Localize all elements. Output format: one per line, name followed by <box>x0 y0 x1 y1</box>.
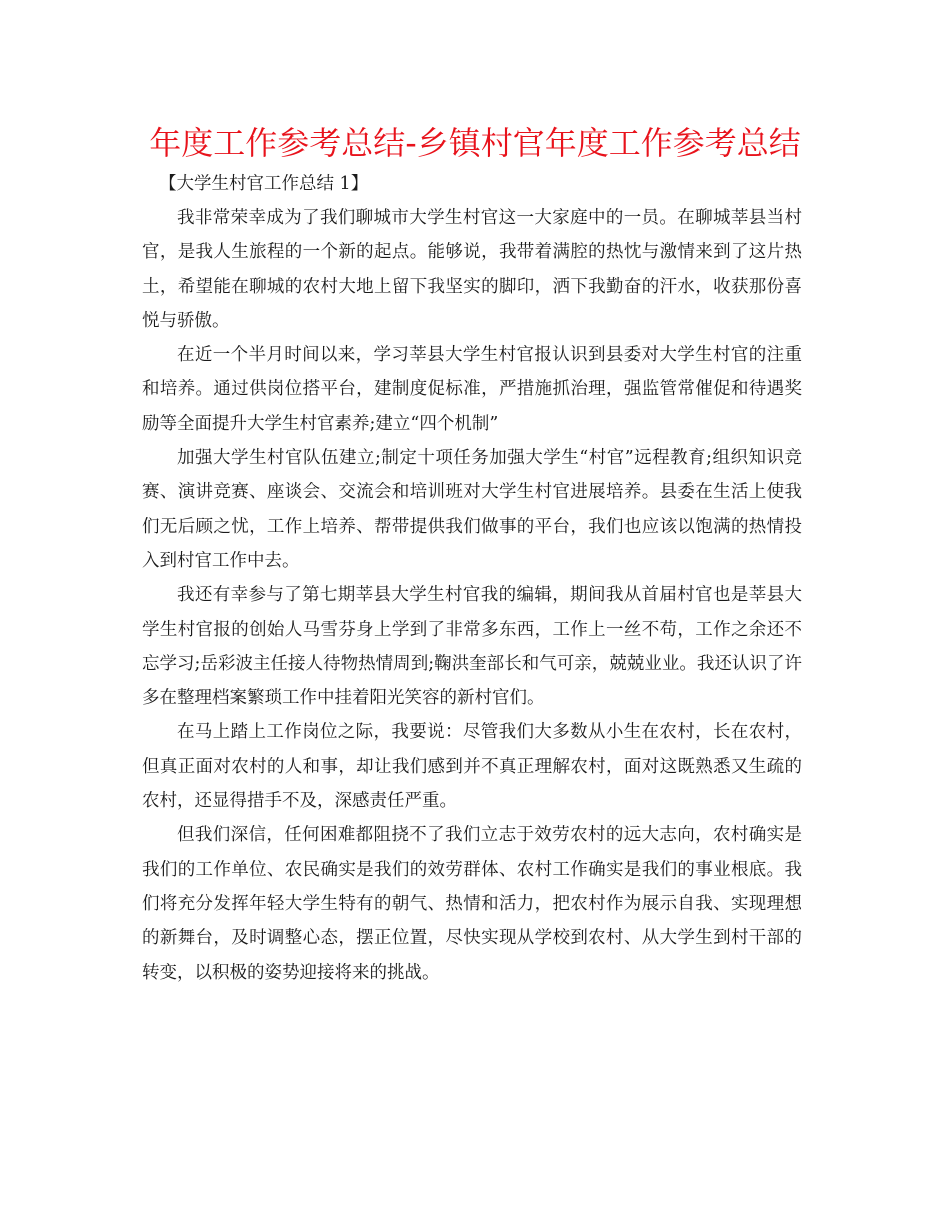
document-body <box>142 167 802 990</box>
paragraph-3: 加强大学生村官队伍建立;制定十项任务加强大学生“村官”远程教育;组织知识竞赛、演讲竞赛、座谈会、交流会和培训班对大学生村官进展培养。县委在生活上使我们无后顾之忧，工作上培养、帮带提供我们做事的平台，我们也应该以饱满的热情投入到村官工作中去。 <box>142 448 802 571</box>
paragraph-6: 但我们深信，任何困难都阻挠不了我们立志于效劳农村的远大志向，农村确实是我们的工作单位、农民确实是我们的效劳群体、农村工作确实是我们的事业根底。我们将充分发挥年轻大学生特有的朝气、热情和活力，把农村作为展示自我、实现理想的新舞台，及时调整心态，摆正位置，尽快实现从学校到农村、从大学生到村干部的转变，以积极的姿势迎接将来的挑战。 <box>142 825 802 983</box>
paragraph-4: 我还有幸参与了第七期莘县大学生村官我的编辑，期间我从首届村官也是莘县大学生村官报的创始人马雪芬身上学到了非常多东西，工作上一丝不苟，工作之余还不忘学习;岳彩波主任接人待物热情周到;鞠洪奎部长和气可亲，兢兢业业。我还认识了许多在整理档案繁琐工作中挂着阳光笑容的新村官们。 <box>142 585 802 709</box>
document-title: 年度工作参考总结-乡镇村官年度工作参考总结 <box>149 124 801 162</box>
paragraph-2: 在近一个半月时间以来，学习莘县大学生村官报认识到县委对大学生村官的注重和培养。通过供岗位搭平台，建制度促标准，严措施抓治理，强监管常催促和待遇奖励等全面提升大学生村官素养;建立“四个机制” <box>142 345 802 434</box>
section-heading: 【大学生村官工作总结 1】 <box>159 174 369 194</box>
paragraph-5: 在马上踏上工作岗位之际，我要说：尽管我们大多数从小生在农村，长在农村，但真正面对农村的人和事，却让我们感到并不真正理解农村，面对这既熟悉又生疏的农村，还显得措手不及，深感责任严重。 <box>142 722 802 812</box>
paragraph-1: 我非常荣幸成为了我们聊城市大学生村官这一大家庭中的一员。在聊城莘县当村官，是我人生旅程的一个新的起点。能够说，我带着满腔的热忱与激情来到了这片热土，希望能在聊城的农村大地上留下我坚实的脚印，洒下我勤奋的汗水，收获那份喜悦与骄傲。 <box>142 208 802 331</box>
